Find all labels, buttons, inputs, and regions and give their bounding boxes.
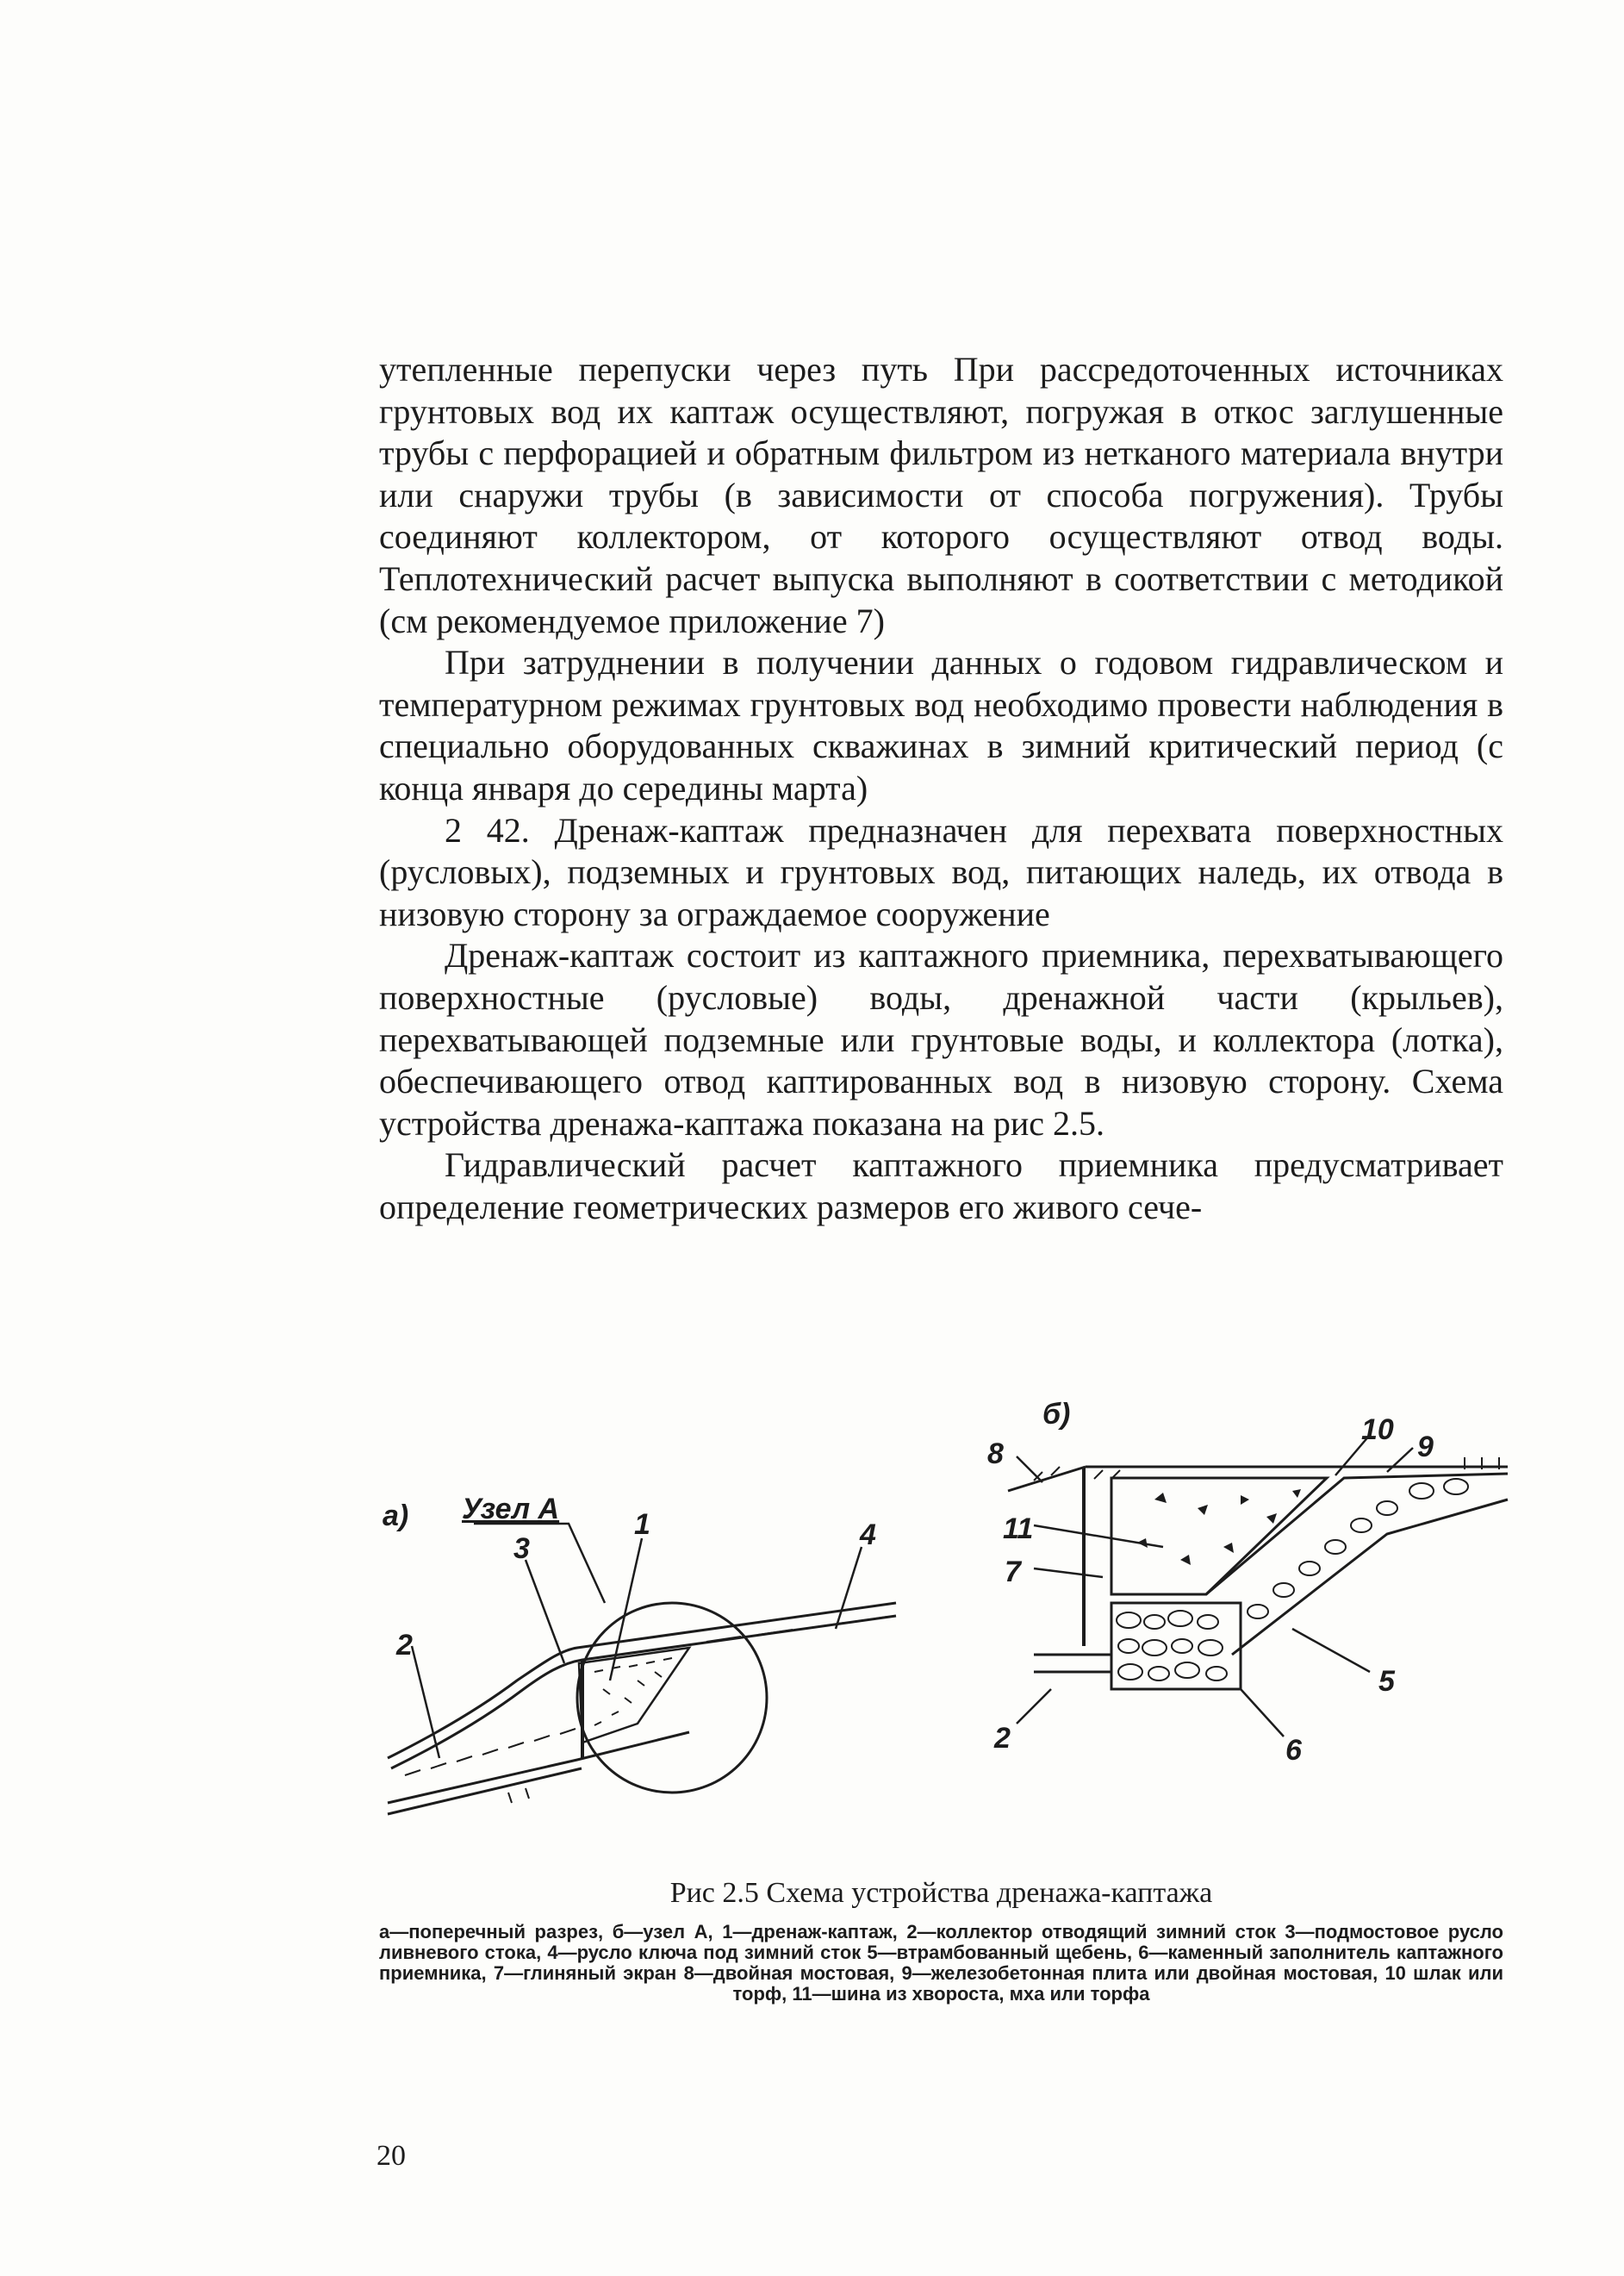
callout-4: 4 (860, 1518, 876, 1551)
leader-5 (1292, 1629, 1370, 1672)
panel-b-label: б) (1042, 1398, 1071, 1431)
leader-node-a (474, 1524, 605, 1603)
leader-6 (1241, 1689, 1284, 1737)
paragraph: 2 42. Дренаж-каптаж предназначен для перехвата поверхностных (русловых), подземных и грунтовых вод, питающих наледь, их отвода в низовую сторону за ограждаемое сооружение (379, 810, 1503, 933)
node-a-circle (577, 1603, 767, 1793)
callout-6: 6 (1285, 1734, 1302, 1767)
figure-caption-text: а—поперечный разрез, б—узел А, 1—дренаж-каптаж, 2—коллектор отводящий зимний сток 3—подмостовое русло ливневого стока, 4—русло ключа под зимний сток 5—втрамбованный щебень, 6—каменный заполнитель каптажного приемника, 7—глиняный экран 8—двойная мостовая, 9—железобетонная плита или двойная мостовая, 10 шлак или торф, 11—шина из хвороста, мха или торфа (379, 1921, 1503, 2005)
panel-a-label: а) (383, 1500, 409, 1532)
paragraph: При затруднении в получении данных о годовом гидравлическом и температурном режимах грунтовых вод необходимо провести наблюдения в специально оборудованных скважинах в зимний критический период (с конца января до середины марта) (379, 643, 1503, 808)
callout-1: 1 (634, 1508, 650, 1541)
leader-2 (412, 1646, 439, 1758)
callout-5: 5 (1378, 1665, 1395, 1698)
leader-4 (836, 1547, 862, 1629)
callout-3: 3 (513, 1532, 530, 1565)
leader-9 (1387, 1448, 1413, 1472)
callout-b-2: 2 (994, 1722, 1011, 1755)
leader-8 (1017, 1456, 1042, 1482)
slope-upper (1206, 1474, 1508, 1594)
node-a-label: Узел А (462, 1493, 560, 1525)
leader-2b (1017, 1689, 1051, 1724)
leader-3 (526, 1560, 564, 1663)
paragraph: Гидравлический расчет каптажного приемника предусматривает определение геометрических размеров его живого сече- (379, 1145, 1503, 1226)
callout-11: 11 (1003, 1512, 1034, 1545)
node-detail-drawing (982, 1396, 1516, 1827)
callout-9: 9 (1417, 1431, 1434, 1463)
paragraph: Дренаж-каптаж состоит из каптажного приемника, перехватывающего поверхностные (русловые) воды, дренажной части (крыльев), перехватывающей подземные или грунтовые воды, и коллектора (лотка), обеспечивающего отвод каптированных вод в низовую сторону. Схема устройства дренажа-каптажа показана на рис 2.5. (379, 936, 1503, 1143)
callout-10: 10 (1361, 1413, 1394, 1446)
callout-7: 7 (1005, 1556, 1021, 1588)
leader-7 (1034, 1568, 1103, 1577)
page-number: 20 (376, 2140, 406, 2172)
figure-panel-b (982, 1396, 1516, 1827)
slag-layer (1111, 1478, 1327, 1594)
stone-filler (1111, 1603, 1241, 1689)
paragraph: утепленные перепуски через путь При рассредоточенных источниках грунтовых вод их каптаж осуществляют, погружая в откос заглушенные трубы с перфорацией и обратным фильтром из нетканого материала внутри или снаружи трубы (в зависимости от способа погружения). Трубы соединяют коллектором, от которого осуществляют отвод воды. Теплотехнический расчет выпуска выполняют в соответствии с методикой (см рекомендуемое приложение 7) (379, 350, 1503, 640)
figure-panel-a (379, 1493, 948, 1827)
callout-2: 2 (396, 1629, 413, 1662)
bedding-line-lower (388, 1768, 582, 1814)
figure-caption-title: Рис 2.5 Схема устройства дренажа-каптажа (669, 1877, 1213, 1909)
drain-body (579, 1648, 689, 1743)
bridge-paving-line (1008, 1467, 1086, 1491)
callout-8: 8 (987, 1437, 1004, 1470)
